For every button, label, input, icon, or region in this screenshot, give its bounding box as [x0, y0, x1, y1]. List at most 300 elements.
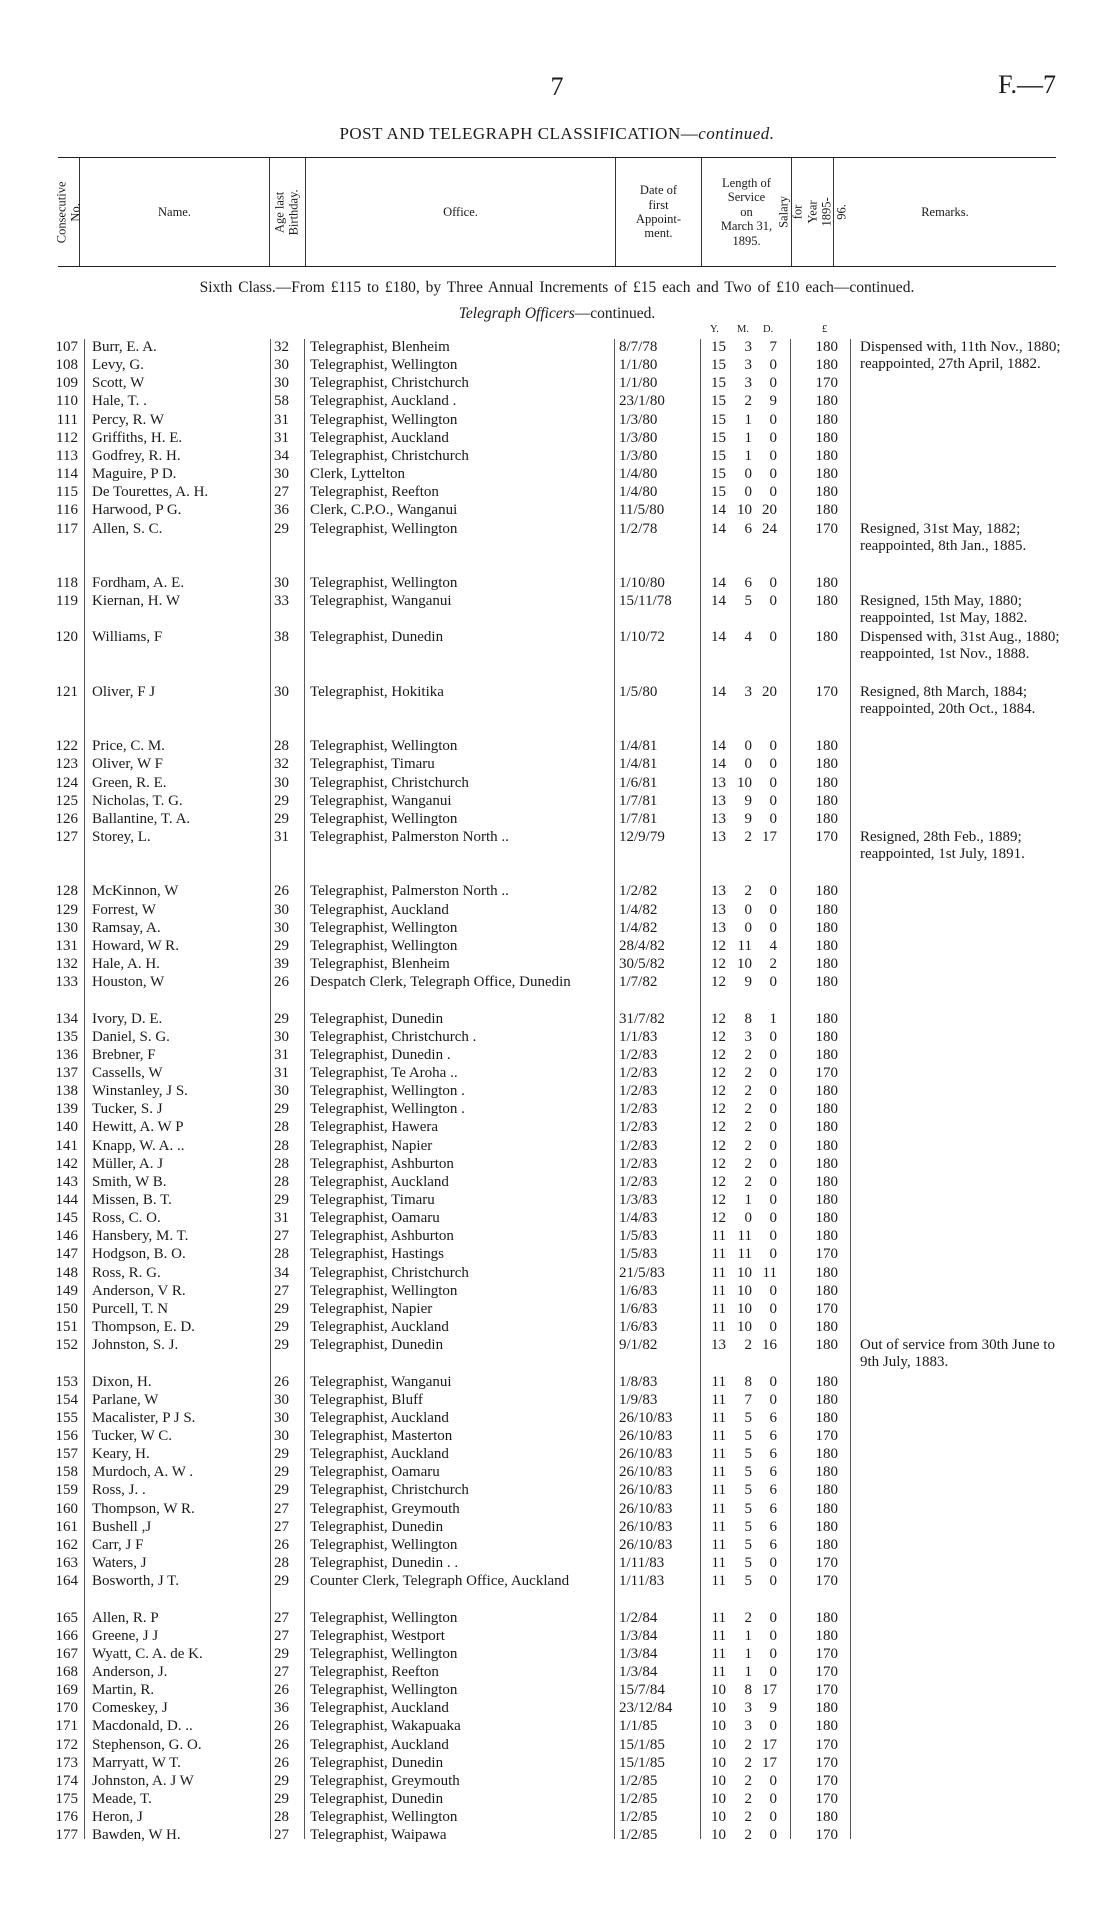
- row-years: 15: [711, 430, 726, 446]
- row-date: 1/11/83: [619, 1573, 665, 1589]
- header-consecutive-no-label: Consecutive No.: [54, 181, 83, 243]
- row-salary: 170: [815, 1827, 838, 1843]
- row-years: 14: [711, 575, 726, 591]
- row-age: 29: [274, 1646, 289, 1662]
- row-days: 6: [769, 1446, 777, 1462]
- row-salary: 170: [815, 1755, 838, 1771]
- row-office: Telegraphist, Westport: [310, 1628, 445, 1644]
- row-name: Anderson, V R.: [92, 1283, 186, 1299]
- row-days: 0: [769, 466, 777, 482]
- row-years: 13: [711, 775, 726, 791]
- row-name: Oliver, W F: [92, 756, 163, 772]
- row-remarks: Resigned, 28th Feb., 1889; reappointed, 1st July, 1891.: [860, 829, 1025, 862]
- row-name: Harwood, P G.: [92, 502, 182, 518]
- row-salary: 170: [815, 1246, 838, 1262]
- row-office: Telegraphist, Masterton: [310, 1428, 453, 1444]
- row-date: 1/1/80: [619, 375, 658, 391]
- row-years: 14: [711, 629, 726, 645]
- row-years: 12: [711, 956, 726, 972]
- row-salary: 180: [815, 393, 838, 409]
- row-number: 125: [55, 793, 78, 809]
- row-age: 27: [274, 484, 289, 500]
- row-age: 28: [274, 1809, 289, 1825]
- row-office: Telegraphist, Wanganui: [310, 793, 452, 809]
- row-age: 29: [274, 1464, 289, 1480]
- row-name: Brebner, F: [92, 1047, 156, 1063]
- row-office: Telegraphist, Auckland: [310, 1319, 449, 1335]
- row-months: 2: [744, 1047, 752, 1063]
- row-salary: 180: [815, 811, 838, 827]
- row-number: 151: [55, 1319, 78, 1335]
- row-months: 6: [744, 521, 752, 537]
- row-number: 133: [55, 974, 78, 990]
- row-salary: 170: [815, 1301, 838, 1317]
- header-office-label: Office.: [443, 204, 478, 219]
- row-name: Hale, T. .: [92, 393, 147, 409]
- header-age-label: Age last Birthday.: [273, 188, 302, 236]
- row-date: 1/2/83: [619, 1047, 658, 1063]
- row-number: 143: [55, 1174, 78, 1190]
- row-days: 0: [769, 593, 777, 609]
- row-years: 11: [711, 1301, 726, 1317]
- row-number: 152: [55, 1337, 78, 1353]
- row-name: Keary, H.: [92, 1446, 150, 1462]
- row-name: Wyatt, C. A. de K.: [92, 1646, 203, 1662]
- row-office: Telegraphist, Napier: [310, 1138, 433, 1154]
- row-months: 8: [744, 1374, 752, 1390]
- row-date: 8/7/78: [619, 339, 658, 355]
- row-months: 0: [744, 466, 752, 482]
- row-salary: 180: [815, 1174, 838, 1190]
- row-days: 0: [769, 1192, 777, 1208]
- row-days: 20: [762, 684, 777, 700]
- row-age: 27: [274, 1283, 289, 1299]
- row-salary: 180: [815, 1610, 838, 1626]
- row-office: Telegraphist, Dunedin: [310, 1337, 444, 1353]
- row-number: 111: [56, 412, 78, 428]
- row-days: 0: [769, 756, 777, 772]
- row-date: 1/5/83: [619, 1228, 658, 1244]
- row-age: 30: [274, 1428, 289, 1444]
- row-salary: 180: [815, 430, 838, 446]
- row-date: 1/8/83: [619, 1374, 658, 1390]
- row-salary: 180: [815, 484, 838, 500]
- row-name: Parlane, W: [92, 1392, 159, 1408]
- row-date: 9/1/82: [619, 1337, 658, 1353]
- row-office: Telegraphist, Oamaru: [310, 1210, 440, 1226]
- row-months: 6: [744, 575, 752, 591]
- row-number: 110: [56, 393, 78, 409]
- row-years: 12: [711, 1101, 726, 1117]
- row-office: Telegraphist, Auckland: [310, 902, 449, 918]
- row-years: 15: [711, 393, 726, 409]
- row-age: 26: [274, 974, 289, 990]
- row-months: 2: [744, 1809, 752, 1825]
- row-months: 3: [744, 339, 752, 355]
- row-salary: 170: [815, 829, 838, 845]
- row-number: 150: [55, 1301, 78, 1317]
- row-date: 23/1/80: [619, 393, 665, 409]
- row-years: 13: [711, 902, 726, 918]
- row-date: 1/6/83: [619, 1319, 658, 1335]
- row-salary: 180: [815, 1464, 838, 1480]
- row-months: 10: [737, 956, 752, 972]
- row-days: 0: [769, 1210, 777, 1226]
- row-age: 29: [274, 1192, 289, 1208]
- row-age: 36: [274, 502, 289, 518]
- row-age: 58: [274, 393, 289, 409]
- row-number: 145: [55, 1210, 78, 1226]
- row-date: 1/2/84: [619, 1610, 658, 1626]
- row-salary: 180: [815, 738, 838, 754]
- row-date: 1/4/83: [619, 1210, 658, 1226]
- row-number: 155: [55, 1410, 78, 1426]
- row-salary: 180: [815, 1156, 838, 1172]
- row-salary: 170: [815, 521, 838, 537]
- header-name-label: Name.: [158, 204, 191, 219]
- row-name: Price, C. M.: [92, 738, 165, 754]
- row-age: 30: [274, 902, 289, 918]
- row-days: 20: [762, 502, 777, 518]
- row-days: 0: [769, 1392, 777, 1408]
- row-name: Ballantine, T. A.: [92, 811, 191, 827]
- row-days: 0: [769, 448, 777, 464]
- row-years: 10: [711, 1718, 726, 1734]
- row-date: 23/12/84: [619, 1700, 673, 1716]
- row-name: Daniel, S. G.: [92, 1029, 170, 1045]
- row-salary: 180: [815, 1537, 838, 1553]
- row-months: 5: [744, 1501, 752, 1517]
- row-years: 11: [711, 1228, 726, 1244]
- row-salary: 180: [815, 1319, 838, 1335]
- row-age: 29: [274, 1319, 289, 1335]
- row-salary: 170: [815, 375, 838, 391]
- row-age: 30: [274, 1392, 289, 1408]
- row-number: 119: [56, 593, 78, 609]
- row-date: 1/6/83: [619, 1283, 658, 1299]
- row-years: 10: [711, 1755, 726, 1771]
- row-office: Telegraphist, Wellington: [310, 1809, 458, 1825]
- row-years: 14: [711, 521, 726, 537]
- row-years: 15: [711, 448, 726, 464]
- section-subtitle-suffix: —continued.: [574, 305, 656, 322]
- row-months: 3: [744, 357, 752, 373]
- row-date: 1/10/72: [619, 629, 665, 645]
- row-salary: 180: [815, 883, 838, 899]
- row-years: 10: [711, 1773, 726, 1789]
- row-name: Ross, J. .: [92, 1482, 146, 1498]
- row-number: 157: [55, 1446, 78, 1462]
- row-salary: 180: [815, 756, 838, 772]
- row-number: 132: [55, 956, 78, 972]
- row-salary: 180: [815, 502, 838, 518]
- row-salary: 180: [815, 1628, 838, 1644]
- row-name: Comeskey, J: [92, 1700, 168, 1716]
- row-days: 0: [769, 375, 777, 391]
- header-remarks: [834, 158, 1056, 266]
- row-office: Counter Clerk, Telegraph Office, Auckland: [310, 1573, 570, 1589]
- row-days: 17: [762, 1682, 777, 1698]
- row-months: 4: [744, 629, 752, 645]
- row-months: 2: [744, 1065, 752, 1081]
- row-date: 26/10/83: [619, 1537, 673, 1553]
- row-days: 17: [762, 829, 777, 845]
- row-salary: 180: [815, 448, 838, 464]
- row-days: 7: [769, 339, 777, 355]
- row-months: 5: [744, 593, 752, 609]
- row-months: 2: [744, 1773, 752, 1789]
- row-number: 170: [55, 1700, 78, 1716]
- row-years: 11: [711, 1446, 726, 1462]
- row-name: McKinnon, W: [92, 883, 179, 899]
- row-years: 15: [711, 339, 726, 355]
- row-office: Telegraphist, Dunedin: [310, 1755, 444, 1771]
- row-days: 24: [762, 521, 777, 537]
- row-name: Thompson, W R.: [92, 1501, 195, 1517]
- row-number: 147: [55, 1246, 78, 1262]
- row-age: 28: [274, 1246, 289, 1262]
- row-days: 0: [769, 1628, 777, 1644]
- row-age: 29: [274, 1573, 289, 1589]
- row-months: 2: [744, 1610, 752, 1626]
- row-number: 144: [55, 1192, 78, 1208]
- row-office: Telegraphist, Palmerston North ..: [310, 829, 509, 845]
- section-subtitle-text: Telegraph Officers: [458, 305, 575, 322]
- row-years: 11: [711, 1265, 726, 1281]
- row-age: 28: [274, 1555, 289, 1571]
- row-name: Forrest, W: [92, 902, 156, 918]
- row-months: 10: [737, 1319, 752, 1335]
- row-office: Telegraphist, Hawera: [310, 1119, 439, 1135]
- running-title: [0, 124, 1114, 144]
- row-years: 11: [711, 1428, 726, 1444]
- row-years: 11: [711, 1610, 726, 1626]
- row-age: 30: [274, 1083, 289, 1099]
- row-age: 29: [274, 938, 289, 954]
- row-years: 15: [711, 466, 726, 482]
- row-age: 29: [274, 1773, 289, 1789]
- row-date: 1/2/78: [619, 521, 658, 537]
- row-number: 127: [55, 829, 78, 845]
- row-number: 114: [56, 466, 78, 482]
- row-days: 0: [769, 412, 777, 428]
- row-years: 11: [711, 1519, 726, 1535]
- row-salary: 180: [815, 902, 838, 918]
- row-office: Telegraphist, Christchurch: [310, 1482, 469, 1498]
- row-days: 4: [769, 938, 777, 954]
- row-number: 177: [55, 1827, 78, 1843]
- row-number: 138: [55, 1083, 78, 1099]
- row-age: 28: [274, 738, 289, 754]
- row-months: 3: [744, 1718, 752, 1734]
- row-date: 1/7/81: [619, 793, 658, 809]
- row-age: 32: [274, 339, 289, 355]
- row-date: 1/4/81: [619, 738, 658, 754]
- row-age: 31: [274, 430, 289, 446]
- row-days: 0: [769, 1646, 777, 1662]
- row-days: 0: [769, 357, 777, 373]
- row-name: Marryatt, W T.: [92, 1755, 181, 1771]
- row-office: Telegraphist, Christchurch: [310, 448, 469, 464]
- row-name: Ramsay, A.: [92, 920, 161, 936]
- row-months: 10: [737, 1283, 752, 1299]
- row-months: 1: [744, 1628, 752, 1644]
- row-months: 2: [744, 1119, 752, 1135]
- row-salary: 180: [815, 775, 838, 791]
- row-name: Johnston, S. J.: [92, 1337, 179, 1353]
- row-years: 12: [711, 1156, 726, 1172]
- row-name: Ross, C. O.: [92, 1210, 161, 1226]
- row-remarks: Dispensed with, 11th Nov., 1880; reappointed, 27th April, 1882.: [860, 339, 1061, 372]
- row-date: 1/3/83: [619, 1192, 658, 1208]
- row-name: Smith, W B.: [92, 1174, 167, 1190]
- row-date: 1/5/80: [619, 684, 658, 700]
- row-salary: 180: [815, 1519, 838, 1535]
- row-age: 26: [274, 1755, 289, 1771]
- row-date: 1/2/83: [619, 1174, 658, 1190]
- row-years: 13: [711, 883, 726, 899]
- row-date: 26/10/83: [619, 1428, 673, 1444]
- row-months: 2: [744, 1827, 752, 1843]
- row-salary: 180: [815, 339, 838, 355]
- row-months: 2: [744, 1174, 752, 1190]
- row-number: 126: [55, 811, 78, 827]
- row-name: Green, R. E.: [92, 775, 167, 791]
- row-years: 13: [711, 811, 726, 827]
- row-number: 109: [55, 375, 78, 391]
- row-office: Telegraphist, Wellington: [310, 920, 458, 936]
- row-days: 9: [769, 393, 777, 409]
- row-office: Telegraphist, Auckland: [310, 1174, 449, 1190]
- row-salary: 180: [815, 1446, 838, 1462]
- row-days: 0: [769, 1827, 777, 1843]
- row-name: Martin, R.: [92, 1682, 155, 1698]
- row-office: Telegraphist, Dunedin: [310, 1519, 444, 1535]
- row-number: 135: [55, 1029, 78, 1045]
- row-months: 5: [744, 1410, 752, 1426]
- row-office: Telegraphist, Oamaru: [310, 1464, 440, 1480]
- header-service-label: Length of Service on March 31, 1895.: [720, 176, 773, 248]
- row-salary: 180: [815, 956, 838, 972]
- row-date: 1/4/82: [619, 902, 658, 918]
- row-months: 5: [744, 1519, 752, 1535]
- row-office: Telegraphist, Dunedin: [310, 1791, 444, 1807]
- row-years: 11: [711, 1464, 726, 1480]
- row-months: 3: [744, 684, 752, 700]
- row-days: 0: [769, 811, 777, 827]
- row-days: 16: [762, 1337, 777, 1353]
- row-date: 1/2/83: [619, 1138, 658, 1154]
- row-name: Johnston, A. J W: [92, 1773, 194, 1789]
- row-office: Telegraphist, Wellington: [310, 357, 458, 373]
- row-name: Hansbery, M. T.: [92, 1228, 189, 1244]
- row-date: 15/7/84: [619, 1682, 665, 1698]
- row-salary: 170: [815, 1428, 838, 1444]
- row-age: 27: [274, 1827, 289, 1843]
- row-years: 11: [711, 1628, 726, 1644]
- row-days: 0: [769, 1555, 777, 1571]
- row-age: 31: [274, 829, 289, 845]
- row-office: Telegraphist, Wellington: [310, 1610, 458, 1626]
- row-years: 15: [711, 412, 726, 428]
- row-number: 139: [55, 1101, 78, 1117]
- row-years: 14: [711, 502, 726, 518]
- row-date: 1/2/83: [619, 1083, 658, 1099]
- row-date: 1/1/80: [619, 357, 658, 373]
- row-name: Carr, J F: [92, 1537, 144, 1553]
- running-title-italic: continued.: [698, 124, 775, 143]
- row-months: 2: [744, 393, 752, 409]
- row-age: 34: [274, 1265, 289, 1281]
- row-date: 26/10/83: [619, 1464, 673, 1480]
- row-days: 0: [769, 920, 777, 936]
- row-name: Burr, E. A.: [92, 339, 157, 355]
- row-number: 122: [55, 738, 78, 754]
- row-months: 5: [744, 1555, 752, 1571]
- row-office: Telegraphist, Palmerston North ..: [310, 883, 509, 899]
- row-date: 1/2/83: [619, 1065, 658, 1081]
- row-salary: 180: [815, 412, 838, 428]
- row-name: Storey, L.: [92, 829, 151, 845]
- header-salary-label: Salary for Year 1895-96.: [776, 196, 849, 228]
- row-age: 30: [274, 684, 289, 700]
- row-number: 128: [55, 883, 78, 899]
- row-months: 2: [744, 1755, 752, 1771]
- table-header: [54, 157, 1056, 267]
- row-number: 161: [55, 1519, 78, 1535]
- row-age: 29: [274, 1337, 289, 1353]
- row-years: 11: [711, 1392, 726, 1408]
- row-number: 123: [55, 756, 78, 772]
- row-number: 165: [55, 1610, 78, 1626]
- row-years: 11: [711, 1283, 726, 1299]
- row-days: 0: [769, 775, 777, 791]
- row-number: 121: [55, 684, 78, 700]
- row-date: 1/10/80: [619, 575, 665, 591]
- row-date: 26/10/83: [619, 1519, 673, 1535]
- row-office: Telegraphist, Te Aroha ..: [310, 1065, 458, 1081]
- row-months: 2: [744, 829, 752, 845]
- row-years: 12: [711, 1047, 726, 1063]
- row-office: Telegraphist, Timaru: [310, 1192, 435, 1208]
- row-name: Houston, W: [92, 974, 165, 990]
- header-date: [616, 158, 702, 266]
- row-salary: 180: [815, 1410, 838, 1426]
- row-days: 0: [769, 1083, 777, 1099]
- row-age: 29: [274, 1101, 289, 1117]
- row-number: 163: [55, 1555, 78, 1571]
- row-name: Hale, A. H.: [92, 956, 160, 972]
- row-name: Missen, B. T.: [92, 1192, 172, 1208]
- row-months: 9: [744, 974, 752, 990]
- row-age: 27: [274, 1519, 289, 1535]
- header-age: [270, 158, 306, 266]
- row-age: 29: [274, 811, 289, 827]
- row-years: 12: [711, 1065, 726, 1081]
- row-salary: 180: [815, 357, 838, 373]
- row-years: 15: [711, 357, 726, 373]
- row-date: 1/5/83: [619, 1246, 658, 1262]
- row-date: 15/1/85: [619, 1755, 665, 1771]
- row-number: 142: [55, 1156, 78, 1172]
- row-office: Telegraphist, Auckland: [310, 1446, 449, 1462]
- row-salary: 170: [815, 1737, 838, 1753]
- unit-years: Y.: [710, 324, 719, 335]
- row-years: 14: [711, 738, 726, 754]
- row-salary: 170: [815, 1773, 838, 1789]
- row-years: 11: [711, 1646, 726, 1662]
- row-number: 131: [55, 938, 78, 954]
